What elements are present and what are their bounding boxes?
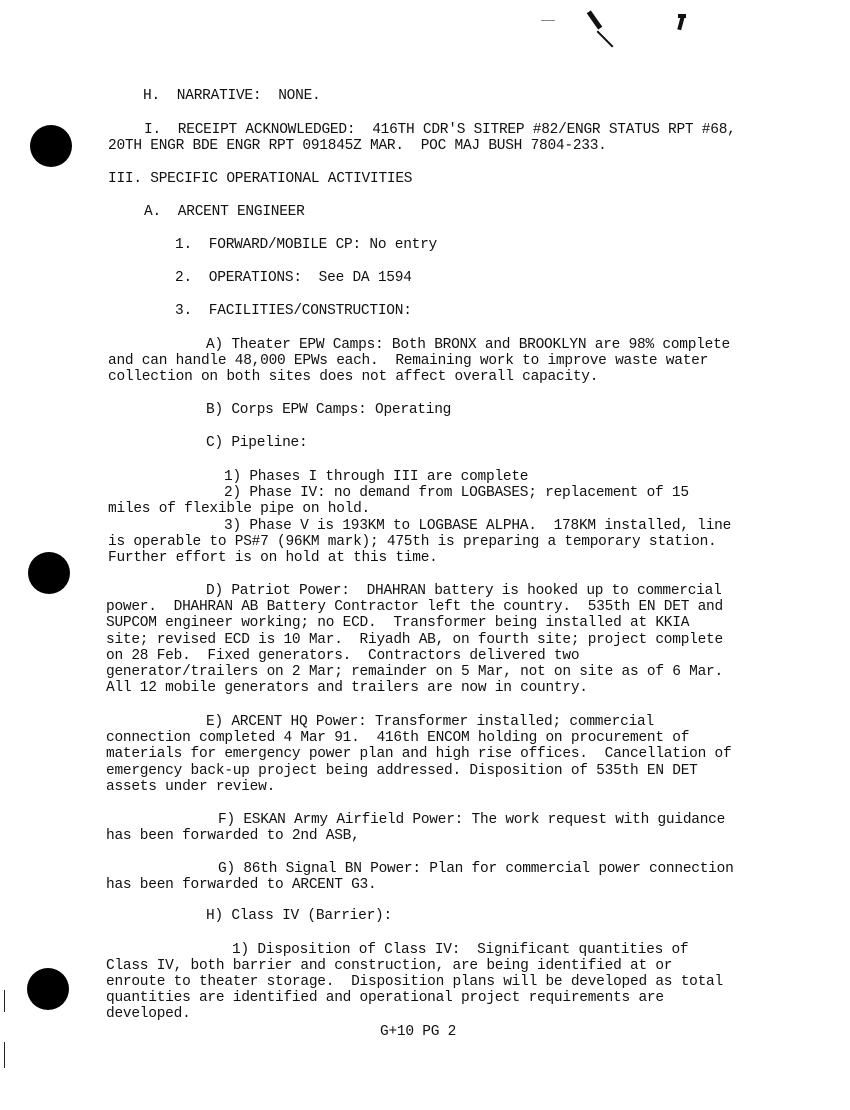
para-d-line: on 28 Feb. Fixed generators. Contractors delivered two bbox=[106, 648, 580, 664]
punch-hole bbox=[30, 125, 72, 167]
para-d-line: site; revised ECD is 10 Mar. Riyadh AB, on fourth site; project complete bbox=[106, 632, 723, 648]
para-e-line: emergency back-up project being addressed. Disposition of 535th EN DET bbox=[106, 763, 698, 779]
item-2: 2. OPERATIONS: See DA 1594 bbox=[175, 270, 412, 286]
para-f-line: has been forwarded to 2nd ASB, bbox=[106, 828, 360, 844]
para-d-line: power. DHAHRAN AB Battery Contractor left the country. 535th EN DET and bbox=[106, 599, 723, 615]
scan-edge bbox=[4, 990, 5, 1012]
section-i-line: I. RECEIPT ACKNOWLEDGED: 416TH CDR'S SITREP #82/ENGR STATUS RPT #68, bbox=[144, 122, 736, 138]
para-d-line: generator/trailers on 2 Mar; remainder on 5 Mar, not on site as of 6 Mar. bbox=[106, 664, 723, 680]
pipeline-line: Further effort is on hold at this time. bbox=[108, 550, 438, 566]
para-g-line: has been forwarded to ARCENT G3. bbox=[106, 877, 377, 893]
para-e-line: assets under review. bbox=[106, 779, 276, 795]
section-h: H. NARRATIVE: NONE. bbox=[143, 88, 321, 104]
para-e-line: materials for emergency power plan and high rise offices. Cancellation of bbox=[106, 746, 732, 762]
section-i-line: 20TH ENGR BDE ENGR RPT 091845Z MAR. POC MAJ BUSH 7804-233. bbox=[108, 138, 607, 154]
punch-hole bbox=[28, 552, 70, 594]
pipeline-line: is operable to PS#7 (96KM mark); 475th is preparing a temporary station. bbox=[108, 534, 717, 550]
pipeline-line: 3) Phase V is 193KM to LOGBASE ALPHA. 178KM installed, line bbox=[224, 518, 732, 534]
class-iv-line: enroute to theater storage. Disposition plans will be developed as total bbox=[106, 974, 723, 990]
para-g-line: G) 86th Signal BN Power: Plan for commercial power connection bbox=[218, 861, 734, 877]
class-iv-line: 1) Disposition of Class IV: Significant quantities of bbox=[232, 942, 689, 958]
section-a-heading: A. ARCENT ENGINEER bbox=[144, 204, 305, 220]
scan-mark bbox=[541, 20, 555, 21]
pipeline-line: 1) Phases I through III are complete bbox=[224, 469, 529, 485]
scan-mark bbox=[597, 31, 614, 48]
pipeline-line: 2) Phase IV: no demand from LOGBASES; replacement of 15 bbox=[224, 485, 689, 501]
para-b: B) Corps EPW Camps: Operating bbox=[206, 402, 452, 418]
para-d-line: All 12 mobile generators and trailers are now in country. bbox=[106, 680, 588, 696]
class-iv-line: developed. bbox=[106, 1006, 191, 1022]
page-footer: G+10 PG 2 bbox=[380, 1024, 457, 1040]
para-e-line: connection completed 4 Mar 91. 416th ENCOM holding on procurement of bbox=[106, 730, 690, 746]
para-a-line: collection on both sites does not affect overall capacity. bbox=[108, 369, 599, 385]
para-f-line: F) ESKAN Army Airfield Power: The work request with guidance bbox=[218, 812, 726, 828]
scan-mark bbox=[587, 10, 603, 29]
para-c: C) Pipeline: bbox=[206, 435, 308, 451]
para-a-line: A) Theater EPW Camps: Both BRONX and BROOKLYN are 98% complete bbox=[206, 337, 730, 353]
punch-hole bbox=[27, 968, 69, 1010]
class-iv-line: Class IV, both barrier and construction, are being identified at or bbox=[106, 958, 673, 974]
item-3: 3. FACILITIES/CONSTRUCTION: bbox=[175, 303, 412, 319]
para-h: H) Class IV (Barrier): bbox=[206, 908, 392, 924]
item-1: 1. FORWARD/MOBILE CP: No entry bbox=[175, 237, 437, 253]
section-iii-heading: III. SPECIFIC OPERATIONAL ACTIVITIES bbox=[108, 171, 413, 187]
para-e-line: E) ARCENT HQ Power: Transformer installed; commercial bbox=[206, 714, 654, 730]
scan-edge bbox=[4, 1042, 5, 1068]
class-iv-line: quantities are identified and operational project requirements are bbox=[106, 990, 664, 1006]
para-d-line: SUPCOM engineer working; no ECD. Transformer being installed at KKIA bbox=[106, 615, 690, 631]
para-a-line: and can handle 48,000 EPWs each. Remaining work to improve waste water bbox=[108, 353, 709, 369]
pipeline-line: miles of flexible pipe on hold. bbox=[108, 501, 370, 517]
para-d-line: D) Patriot Power: DHAHRAN battery is hooked up to commercial bbox=[206, 583, 722, 599]
